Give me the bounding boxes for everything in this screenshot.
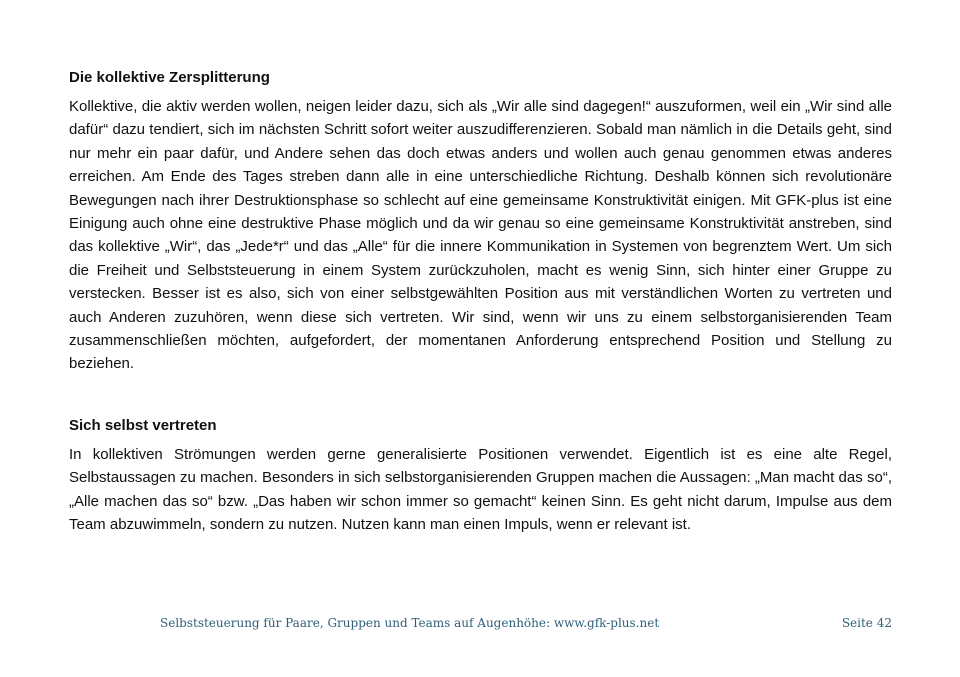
section-paragraph-zersplitterung: Kollektive, die aktiv werden wollen, neigen leider dazu, sich als „Wir alle sind dagegen!“ auszuformen, weil ein „Wir sind alle dafür“ dazu tendiert, sich im nächsten Schritt sofort weiter auszudifferenzieren. Sobald man nämlich in die Details geht, sind nur mehr ein paar dafür, und Andere sehen das doch etwas anders und wollen auch genau genommen etwas anderes erreichen. Am Ende des Tages streben dann alle in eine unterschiedliche Richtung. Deshalb können sich revolutionäre Bewegungen nach ihrer Destruktionsphase so schlecht auf eine gemeinsame Konstruktivität einigen. Mit GFK-plus ist eine Einigung auch ohne eine destruktive Phase möglich und da wir genau so eine gemeinsame Konstruktivität anstreben, sind das kollektive „Wir“, das „Jede*r“ und das „Alle“ für die innere Kommunikation in Systemen von begrenztem Wert. Um sich die Freiheit und Selbststeuerung in einem System zurückzuholen, macht es wenig Sinn, sich hinter einer Gruppe zu verstecken. Besser ist es also, sich von einer selbstgewählten Position aus mit verständlichen Worten zu vertreten und auch Anderen zuzuhören, wenn diese sich vertreten. Wir sind, wenn wir uns zu einem selbstorganisierenden Team zusammenschließen möchten, aufgefordert, der momentanen Anforderung entsprechend Position und Stellung zu beziehen. — [69, 98, 892, 373]
section-spacer — [69, 376, 892, 414]
footer-title: Selbststeuerung für Paare, Gruppen und Teams auf Augenhöhe: www.gfk-plus.net — [160, 616, 660, 630]
page-number: Seite 42 — [841, 616, 892, 630]
section-heading-selbst-vertreten: Sich selbst vertreten — [69, 416, 217, 434]
document-body — [69, 66, 892, 537]
section-heading-zersplitterung: Die kollektive Zersplitterung — [69, 69, 270, 86]
section-paragraph-selbst-vertreten: In kollektiven Strömungen werden gerne generalisierte Positionen verwendet. Eigentlich ist es eine alte Regel, Selbstaussagen zu machen. Besonders in sich selbstorganisierenden Gruppen machen die Aussagen: „Man macht das so“, „Alle machen das so“ bzw. „Das haben wir schon immer so gemacht“ keinen Sinn. Es geht nicht darum, Impulse aus dem Team abzuwimmeln, sondern zu nutzen. Nutzen kann man einen Impuls, wenn er relevant ist. — [69, 445, 892, 534]
